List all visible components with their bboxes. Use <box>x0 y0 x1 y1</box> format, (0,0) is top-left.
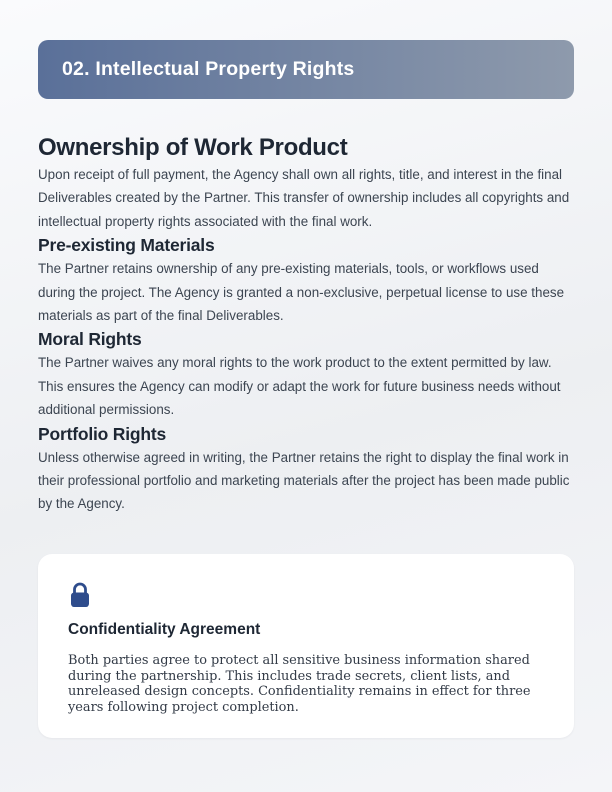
section-body-pre-existing-materials: The Partner retains ownership of any pre-existing materials, tools, or workflows used during the project. The Agency is granted a non-exclusive, perpetual license to use these materials as part of the final Deliverables. <box>38 261 565 324</box>
section-body-moral-rights: The Partner waives any moral rights to the work product to the extent permitted by law. This ensures the Agency can modify or adapt the work for future business needs without additional permissions. <box>38 355 561 418</box>
section-banner-title: 02. Intellectual Property Rights <box>62 58 355 80</box>
lock-icon <box>68 581 544 609</box>
section-heading-moral-rights: Moral Rights <box>38 329 142 350</box>
section-number-banner <box>38 40 574 99</box>
section-body-ownership-of-work-product: Upon receipt of full payment, the Agency shall own all rights, title, and interest in the final Deliverables created by the Partner. This transfer of ownership includes all copyrights and intellectual property rights associated with the final work. <box>38 167 570 229</box>
confidentiality-card-title: Confidentiality Agreement <box>68 620 261 638</box>
section-content <box>38 133 574 516</box>
section-heading-ownership-of-work-product: Ownership of Work Product <box>38 134 348 161</box>
section-heading-portfolio-rights: Portfolio Rights <box>38 423 167 444</box>
section-body-portfolio-rights: Unless otherwise agreed in writing, the Partner retains the right to display the final work in their professional portfolio and marketing materials after the project has been made public by the Agency. <box>38 449 570 512</box>
confidentiality-card <box>38 554 574 738</box>
section-heading-pre-existing-materials: Pre-existing Materials <box>38 235 215 256</box>
confidentiality-card-body: Both parties agree to protect all sensitive business information shared during the partnership. This includes trade secrets, client lists, and unreleased design concepts. Confidentiality remains in effect for three years following project completion. <box>68 652 531 715</box>
